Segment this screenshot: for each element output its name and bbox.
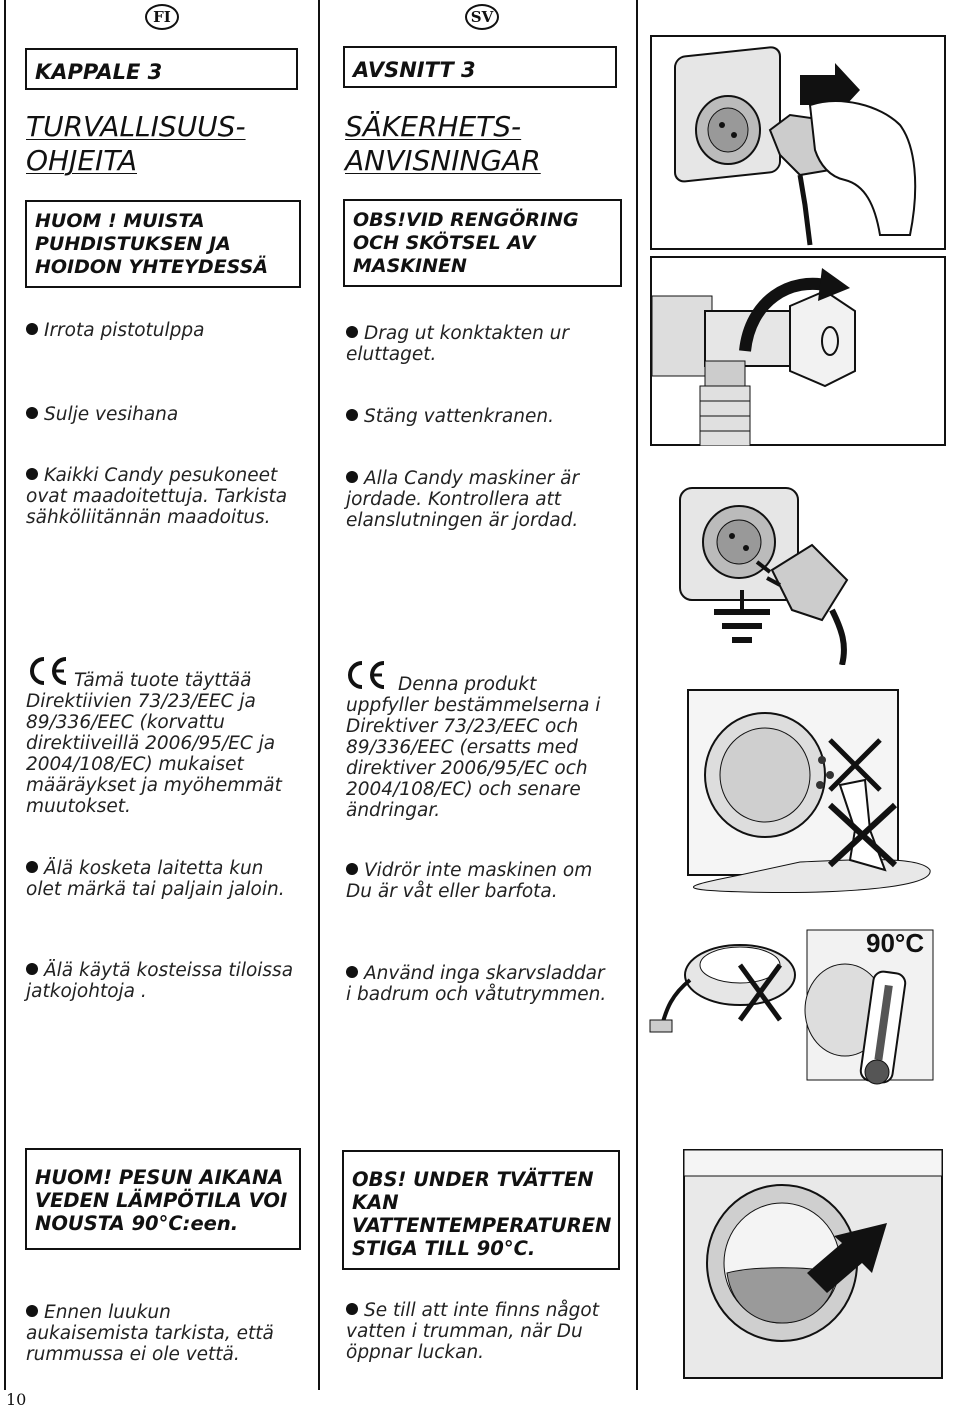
sv-bullet-5 xyxy=(346,963,606,1005)
page-number: 10 xyxy=(6,1390,27,1409)
fi-section-title: KAPPALE 3 xyxy=(25,48,298,90)
fi-bullet-3 xyxy=(26,465,316,528)
bullet-icon xyxy=(26,407,38,419)
earthed-plug-illustration xyxy=(672,480,942,665)
fi-warning-box: HUOM ! MUISTA PUHDISTUKSEN JA HOIDON YHTEYDESSÄ xyxy=(25,200,301,288)
temperature-label: 90°C xyxy=(866,928,925,958)
sv-bullet-4 xyxy=(346,860,592,902)
column-divider-sv-illus xyxy=(636,0,638,1390)
bullet-icon xyxy=(346,966,358,978)
unplug-socket-illustration xyxy=(650,35,946,250)
bullet-icon xyxy=(346,863,358,875)
sv-bullet-3 xyxy=(346,468,636,531)
sv-bullet-1-text: Drag ut konktakten ur eluttaget. xyxy=(346,323,570,365)
sv-bullet-2-text: Stäng vattenkranen. xyxy=(364,406,554,427)
fi-bullet-5 xyxy=(26,960,293,1002)
wet-barefoot-warning-illustration xyxy=(670,680,945,895)
bullet-icon xyxy=(26,468,38,480)
fi-bullet-6-text: Ennen luukun aukaisemista tarkista, että rummussa ei ole vettä. xyxy=(26,1302,274,1365)
sv-temperature-warning-box: OBS! UNDER TVÄTTEN KAN VATTENTEMPERATUREN STIGA TILL 90°C. xyxy=(342,1150,620,1270)
water-tap-illustration xyxy=(650,256,946,446)
sv-bullet-2 xyxy=(346,406,554,427)
language-badge-sv: SV xyxy=(465,4,499,30)
fi-bullet-1-text: Irrota pistotulppa xyxy=(44,320,205,341)
fi-heading: TURVALLISUUS- OHJEITA xyxy=(26,110,246,177)
bullet-icon xyxy=(26,861,38,873)
sv-ce-text: Denna produkt uppfyller bestämmelserna i Direktiver 73/23/EEC och 89/336/EEC (ersatts med direktiver 2006/95/EC och 2004/108/EC) och senare ändringar. xyxy=(346,674,601,821)
sv-heading: SÄKERHETS- ANVISNINGAR xyxy=(345,110,541,177)
fi-bullet-5-text: Älä käytä kosteissa tiloissa jatkojohtoja . xyxy=(26,960,294,1002)
sv-bullet-5-text: Använd inga skarvsladdar i badrum och våtutrymmen. xyxy=(346,963,607,1005)
left-margin-line xyxy=(4,0,6,1390)
language-badge-fi: FI xyxy=(145,4,179,30)
fi-bullet-6 xyxy=(26,1302,274,1365)
sv-bullet-6-text: Se till att inte finns något vatten i trumman, när Du öppnar luckan. xyxy=(346,1300,599,1363)
fi-ce-text: Tämä tuote täyttää Direktiivien 73/23/EEC ja 89/336/EEC (korvattu direktiiveillä 2006/95/EC ja 2004/108/EC) mukaiset määräykset ja myöhemmät muutokset. xyxy=(26,670,282,817)
sv-bullet-4-text: Vidrör inte maskinen om Du är våt eller barfota. xyxy=(346,860,593,902)
bullet-icon xyxy=(346,326,358,338)
fi-bullet-2 xyxy=(26,404,178,425)
sv-bullet-6 xyxy=(346,1300,599,1363)
bullet-icon xyxy=(26,323,38,335)
bullet-icon xyxy=(26,1305,38,1317)
fi-bullet-1 xyxy=(26,320,205,341)
sv-section-title: AVSNITT 3 xyxy=(343,46,617,88)
bullet-icon xyxy=(346,409,358,421)
fi-bullet-3-text: Kaikki Candy pesukoneet ovat maadoitettuja. Tarkista sähköliitännän maadoitus. xyxy=(26,465,288,528)
fi-bullet-2-text: Sulje vesihana xyxy=(44,404,179,425)
sv-bullet-1 xyxy=(346,323,569,365)
column-divider-fi-sv xyxy=(318,0,320,1390)
sv-warning-box: OBS!VID RENGÖRING OCH SKÖTSEL AV MASKINEN xyxy=(343,199,622,287)
bullet-icon xyxy=(346,471,358,483)
fi-bullet-4 xyxy=(26,858,285,900)
bullet-icon xyxy=(346,1303,358,1315)
fi-temperature-warning-box: HUOM! PESUN AIKANA VEDEN LÄMPÖTILA VOI NOUSTA 90°C:een. xyxy=(25,1148,301,1250)
fi-bullet-4-text: Älä kosketa laitetta kun olet märkä tai paljain jaloin. xyxy=(26,858,285,900)
water-in-drum-illustration xyxy=(682,1148,944,1380)
sv-bullet-3-text: Alla Candy maskiner är jordade. Kontrollera att elanslutningen är jordad. xyxy=(346,468,580,531)
bullet-icon xyxy=(26,963,38,975)
